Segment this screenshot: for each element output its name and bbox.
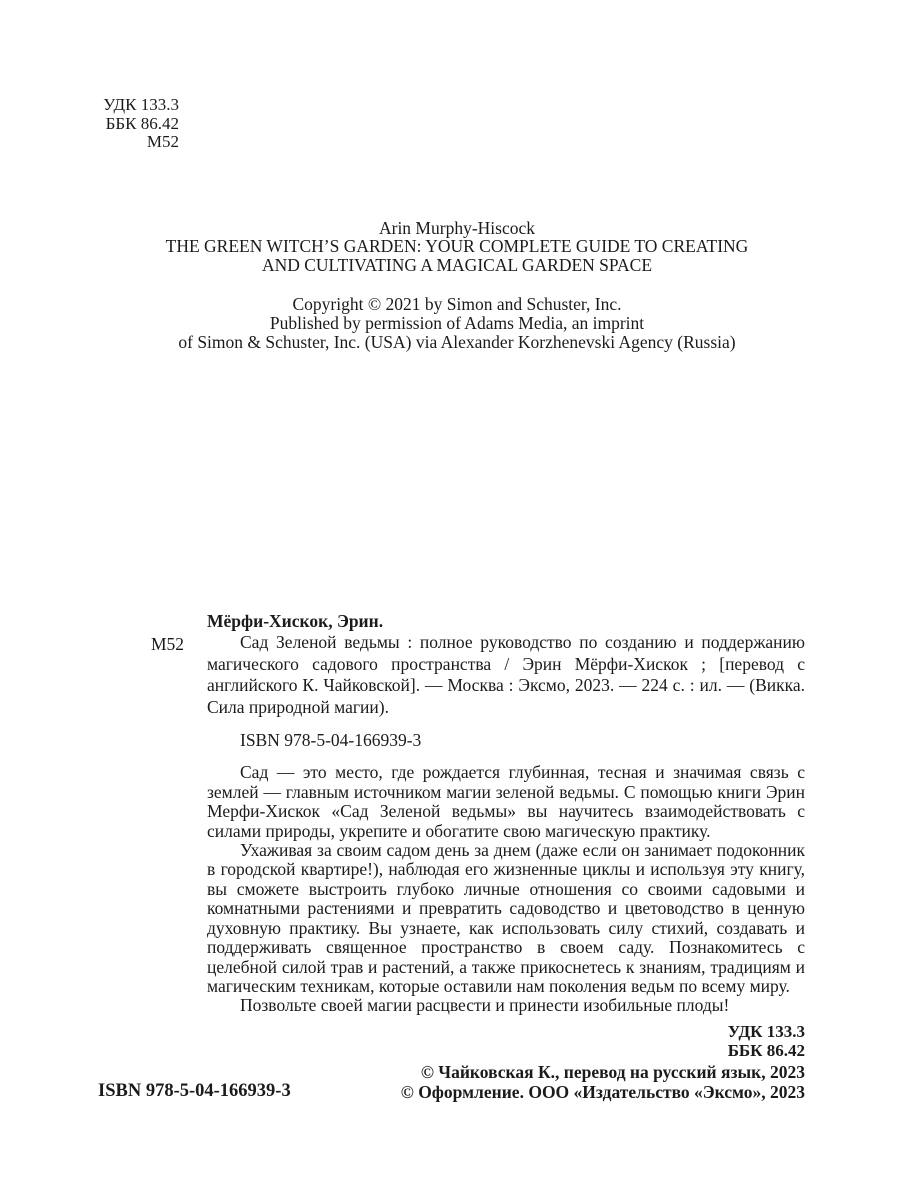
author-sign-card: М52 — [151, 634, 185, 654]
copyright-line1: Copyright © 2021 by Simon and Schuster, Inc. — [292, 294, 622, 314]
annotation-paragraph-1: Сад — это место, где рождается глубинная, тесная и значимая связь с землей — главным источником магии зеленой ведьмы. С помощью книги Эрин Мерфи-Хискок «Сад Зеленой ведьмы» вы научитесь взаимодействовать с силами природы, укрепите и обогатите свою магическую практику. — [207, 762, 805, 841]
design-copyright-line: © Оформление. ООО «Издательство «Эксмо», 2023 — [400, 1081, 805, 1102]
original-author: Arin Murphy-Hiscock — [378, 218, 535, 238]
bbk-code-card: ББК 86.42 — [727, 1040, 805, 1060]
translation-copyright-line: © Чайковская К., перевод на русский язык, 2023 — [420, 1062, 805, 1082]
russian-copyright-block — [401, 1063, 805, 1102]
udk-code-top: УДК 133.3 — [103, 95, 179, 114]
classification-codes-top — [103, 96, 179, 152]
original-title-line2: AND CULTIVATING A MAGICAL GARDEN SPACE — [261, 254, 653, 275]
bbk-code-top: ББК 86.42 — [105, 113, 179, 133]
udk-code-card: УДК 133.3 — [727, 1021, 805, 1041]
annotation-paragraph-2: Ухаживая за своим садом день за днем (даже если он занимает подоконник в городской квартире!), наблюдая его жизненные циклы и используя эту книгу, вы сможете выстроить глубоко личные отношения со своими садовыми и комнатными растениями и превратить садоводство и цветоводство в ценную духовную практику. Вы узнаете, как использовать силу стихий, создавать и поддерживать священное пространство в своем саду. Познакомитесь с целебной силой трав и растений, а также прикоснетесь к знаниям, традициям и магическим техникам, которые оставили нам поколения ведьм по всему миру. — [207, 840, 805, 996]
catalog-card — [151, 611, 805, 1060]
copyright-line3: of Simon & Schuster, Inc. (USA) via Alexander Korzhenevski Agency (Russia) — [178, 331, 736, 352]
isbn-line-card: ISBN 978-5-04-166939-3 — [240, 730, 422, 751]
original-title-line1: THE GREEN WITCH’S GARDEN: YOUR COMPLETE GUIDE TO CREATING — [165, 236, 749, 257]
catalog-author-heading: Мёрфи-Хискок, Эрин. — [207, 611, 384, 631]
classification-codes-card — [207, 1022, 805, 1060]
annotation-closing-line: Позвольте своей магии расцвести и принести изобильные плоды! — [240, 995, 730, 1016]
isbn-bottom: ISBN 978-5-04-166939-3 — [98, 1081, 291, 1101]
original-title-block — [2, 219, 910, 274]
original-copyright-block — [2, 295, 910, 351]
bibliographic-record: Сад Зеленой ведьмы : полное руководство по созданию и поддержанию магического садового пространства / Эрин Мёрфи-Хискок ; [перевод с английского К. Чайковской]. — Москва : Эксмо, 2023. — 224 с. : ил. — (Викка. Сила природной магии). — [207, 632, 805, 717]
copyright-line2: Published by permission of Adams Media, an imprint — [269, 312, 645, 333]
author-sign-top: М52 — [146, 132, 179, 152]
